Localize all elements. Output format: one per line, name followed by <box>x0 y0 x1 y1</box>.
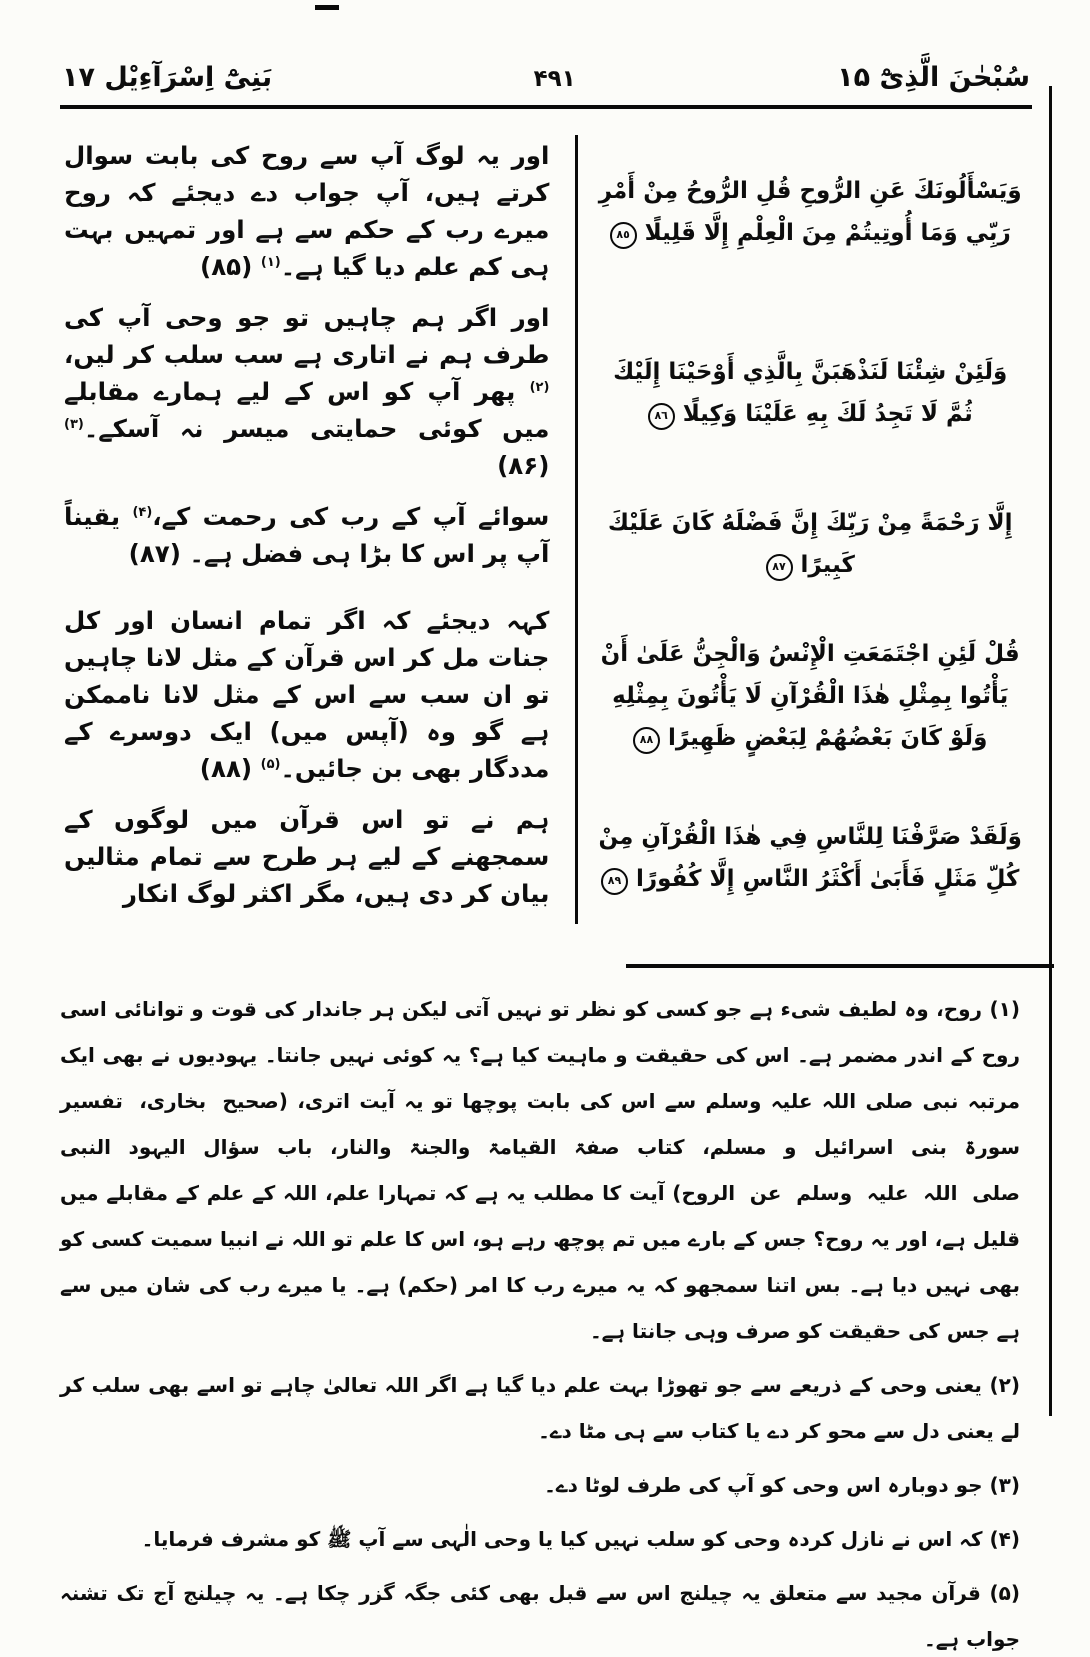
footnote-ref: (۵) <box>260 756 281 772</box>
verse-row-87 <box>56 496 1036 600</box>
urdu-translation: سوائے آپ کے رب کی رحمت کے،$^{(۴)}$ یقیناً آپ پر اس کا بڑا ہی فضل ہے۔ (۸۷) <box>64 502 550 568</box>
verse-row-86 <box>56 297 1036 496</box>
ayah-end-marker: ٨٦ <box>648 403 675 430</box>
footnote-4: (۴) کہ اس نے نازل کردہ وحی کو سلب نہیں کیا یا وحی الٰہی سے آپ ﷺ کو مشرف فرمایا۔ <box>141 1527 1020 1551</box>
footnote-ref: (۳) <box>64 416 84 432</box>
footnote-marker: (۵) <box>980 1581 1020 1605</box>
urdu-translation: کہہ دیجئے کہ اگر تمام انسان اور کل جنات مل کر اس قرآن کے مثل لانا چاہیں تو ان سب سے اس کے مثل لانا ناممکن ہے گو وہ (آپس میں) ایک دوسرے کے مددگار بھی بن جائیں۔$^{(۵)}$ (۸۸) <box>64 606 550 783</box>
ayah-end-marker: ٨٨ <box>633 727 660 754</box>
arabic-verse-cell <box>575 297 1036 496</box>
arabic-verse-cell <box>575 600 1036 799</box>
footnote-3: (۳) جو دوبارہ اس وحی کو آپ کی طرف لوٹا دے۔ <box>544 1473 1020 1497</box>
arabic-verse-text: وَيَسْأَلُونَكَ عَنِ الرُّوحِ قُلِ الرُّوحُ مِنْ أَمْرِ رَبِّي وَمَا أُوتِيتُمْ مِنَ الْعِلْمِ إِلَّا قَلِيلًا ٨٥ <box>596 170 1024 254</box>
surah-title: بَنِیْٓ اِسْرَآءِیْل ۱۷ <box>62 62 273 93</box>
juz-title: سُبْحٰنَ الَّذِیْٓ ۱۵ <box>837 62 1030 93</box>
verse-row-89 <box>56 799 1036 924</box>
footnotes-section <box>60 986 1020 1657</box>
arabic-verse-text: وَلَقَدْ صَرَّفْنَا لِلنَّاسِ فِي هٰذَا الْقُرْآنِ مِنْ كُلِّ مَثَلٍ فَأَبَىٰ أَكْثَرُ النَّاسِ إِلَّا كُفُورًا ٨٩ <box>596 816 1024 900</box>
footnote-2: (۲) یعنی وحی کے ذریعے سے جو تھوڑا بہت علم دیا گیا ہے اگر اللہ تعالیٰ چاہے تو اسے بھی سلب کر لے یعنی دل سے محو کر دے یا کتاب سے ہی مٹا دے۔ <box>60 1373 1020 1443</box>
hadith-citation: (صحیح بخاری، تفسیر سورۃ بنی اسرائیل و مسلم، کتاب صفۃ القیامۃ والجنۃ والنار، باب سؤال الیہود النبی صلی اللہ علیہ وسلم عن الروح) <box>60 1089 1020 1205</box>
urdu-translation: اور یہ لوگ آپ سے روح کی بابت سوال کرتے ہیں، آپ جواب دے دیجئے کہ روح میرے رب کے حکم سے ہے اور تمہیں بہت ہی کم علم دیا گیا ہے۔$^{(۱)}$ (۸۵) <box>64 141 550 281</box>
urdu-translation: اور اگر ہم چاہیں تو جو وحی آپ کی طرف ہم نے اتاری ہے سب سلب کر لیں،$^{(۲)}$ پھر آپ کو اس کے لیے ہمارے مقابلے میں کوئی حمایتی میسر نہ آسکے۔$^{(۳)}$ (۸۶) <box>64 303 550 480</box>
ayah-end-marker: ٨٥ <box>610 222 637 249</box>
scan-artifact-right-edge <box>1049 86 1052 1416</box>
page-header <box>0 0 1090 93</box>
arabic-verse-text: قُلْ لَئِنِ اجْتَمَعَتِ الْإِنْسُ وَالْجِنُّ عَلَىٰ أَنْ يَأْتُوا بِمِثْلِ هٰذَا الْقُرْآنِ لَا يَأْتُونَ بِمِثْلِهِ وَلَوْ كَانَ بَعْضُهُمْ لِبَعْضٍ ظَهِيرًا ٨٨ <box>596 633 1024 759</box>
arabic-verse-text: وَلَئِنْ شِئْنَا لَنَذْهَبَنَّ بِالَّذِي أَوْحَيْنَا إِلَيْكَ ثُمَّ لَا تَجِدُ لَكَ بِهِ عَلَيْنَا وَكِيلًا ٨٦ <box>596 351 1024 435</box>
arabic-verse-cell <box>575 135 1036 297</box>
footnote-1: (۱) روح، وہ لطیف شیء ہے جو کسی کو نظر تو نہیں آتی لیکن ہر جاندار کی قوت و توانائی اسی روح کے اندر مضمر ہے۔ اس کی حقیقت و ماہیت کیا ہے؟ یہ کوئی نہیں جانتا۔ یہودیوں نے بھی ایک مرتبہ نبی صلی اللہ علیہ وسلم سے اس کی بابت پوچھا تو یہ آیت اتری، (صحیح بخاری، تفسیر سورۃ بنی اسرائیل و مسلم، کتاب صفۃ القیامۃ والجنۃ والنار، باب سؤال الیہود النبی صلی اللہ علیہ وسلم عن الروح) آیت کا مطلب یہ ہے کہ تمہارا علم، اللہ کے علم کے مقابلے میں قلیل ہے، اور یہ روح؟ جس کے بارے میں تم پوچھ رہے ہو، اس کا علم تو اللہ نے انبیا سمیت کسی کو بھی نہیں دیا ہے۔ بس اتنا سمجھو کہ یہ میرے رب کا امر (حکم) ہے۔ یا میرے رب کی شان میں سے ہے جس کی حقیقت کو صرف وہی جانتا ہے۔ <box>60 997 1021 1343</box>
footnote-ref: (۴) <box>132 504 153 520</box>
footnote-marker: (۳) <box>982 1473 1020 1497</box>
footnote-marker: (۱) <box>982 997 1021 1021</box>
footnote-divider <box>626 964 1054 968</box>
ayah-end-marker: ٨٧ <box>766 554 793 581</box>
verse-row-85 <box>56 135 1036 297</box>
scan-artifact-top <box>315 5 339 10</box>
footnote-marker: (۲) <box>981 1373 1020 1397</box>
urdu-translation: ہم نے تو اس قرآن میں لوگوں کے سمجھنے کے لیے ہر طرح سے تمام مثالیں بیان کر دی ہیں، مگر اکثر لوگ انکار <box>64 805 550 908</box>
footnote-ref: (۲) <box>529 379 550 395</box>
arabic-verse-cell <box>575 496 1036 600</box>
footnote-5: (۵) قرآن مجید سے متعلق یہ چیلنج اس سے قبل بھی کئی جگہ گزر چکا ہے۔ یہ چیلنج آج تک تشنہ جواب ہے۔ <box>60 1581 1020 1651</box>
header-rule <box>60 105 1032 109</box>
footnote-ref: (۱) <box>260 254 281 270</box>
arabic-verse-cell <box>575 799 1036 924</box>
verse-row-88 <box>56 600 1036 799</box>
ayah-end-marker: ٨٩ <box>601 868 628 895</box>
footnote-marker: (۴) <box>982 1527 1020 1551</box>
page-number: ۴۹۱ <box>533 66 576 92</box>
verses-section <box>56 135 1036 924</box>
arabic-verse-text: إِلَّا رَحْمَةً مِنْ رَبِّكَ إِنَّ فَضْلَهُ كَانَ عَلَيْكَ كَبِيرًا ٨٧ <box>596 502 1024 586</box>
